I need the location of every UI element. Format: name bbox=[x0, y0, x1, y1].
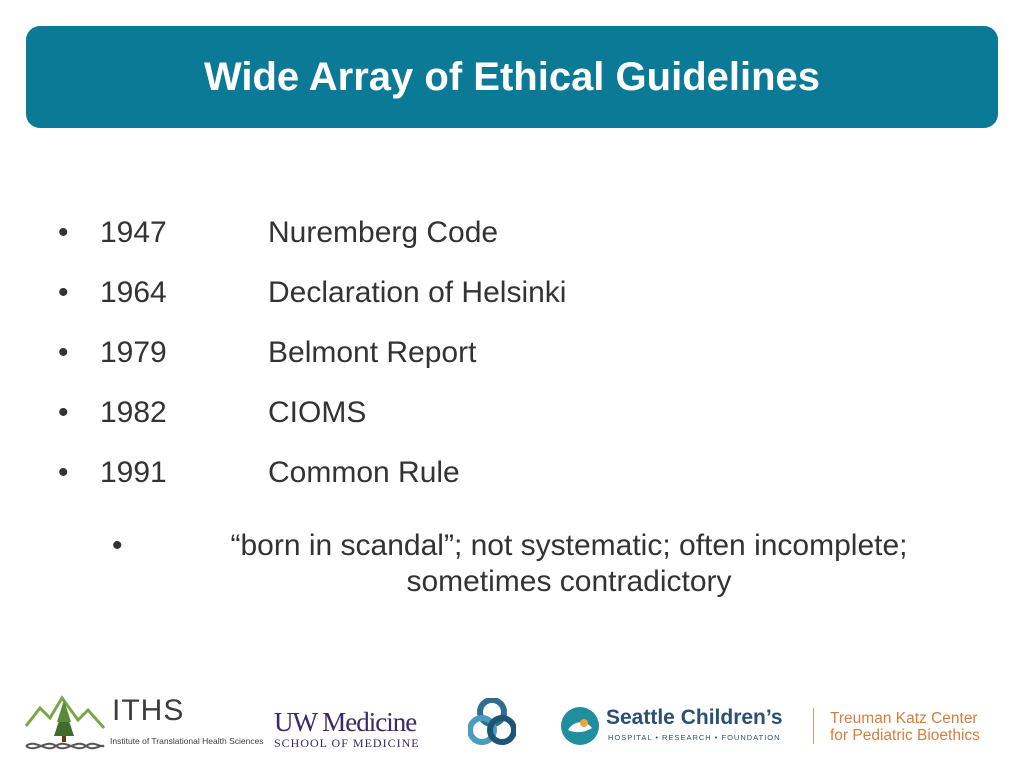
whale-icon bbox=[560, 706, 600, 746]
item-label: Declaration of Helsinki bbox=[268, 276, 567, 309]
treuman-katz-logo bbox=[830, 710, 1020, 750]
note-line: sometimes contradictory bbox=[406, 565, 732, 598]
slide-title: Wide Array of Ethical Guidelines bbox=[203, 54, 821, 99]
knot-icon bbox=[468, 698, 516, 746]
iths-logo bbox=[24, 692, 264, 754]
item-year: 1991 bbox=[100, 456, 167, 489]
item-year: 1979 bbox=[100, 336, 167, 369]
bullet: • bbox=[112, 529, 123, 562]
bullet: • bbox=[58, 396, 69, 429]
uw-subtitle: SCHOOL OF MEDICINE bbox=[274, 736, 420, 750]
item-year: 1982 bbox=[100, 396, 167, 429]
seattle-childrens-logo bbox=[560, 706, 806, 750]
bullet: • bbox=[58, 276, 69, 309]
item-label: Belmont Report bbox=[268, 336, 477, 369]
title-bar bbox=[26, 26, 998, 128]
bullet: • bbox=[58, 336, 69, 369]
bullet: • bbox=[58, 456, 69, 489]
treuman-katz-line1: Treuman Katz Center bbox=[830, 710, 978, 727]
treuman-katz-line2: for Pediatric Bioethics bbox=[830, 727, 980, 744]
list-item bbox=[58, 336, 566, 396]
item-year: 1964 bbox=[100, 276, 167, 309]
note-text bbox=[158, 528, 980, 600]
seattle-childrens-name: Seattle Children’s bbox=[606, 706, 783, 729]
bullet: • bbox=[58, 216, 69, 249]
logo-divider bbox=[813, 708, 814, 744]
summary-note bbox=[100, 528, 980, 600]
item-label: Common Rule bbox=[268, 456, 460, 489]
iths-subtitle: Institute of Translational Health Sciences bbox=[110, 736, 264, 746]
item-label: CIOMS bbox=[268, 396, 367, 429]
footer-logos bbox=[0, 680, 1024, 760]
list-item bbox=[58, 276, 566, 336]
item-year: 1947 bbox=[100, 216, 167, 249]
uw-name: UW Medicine bbox=[274, 707, 417, 737]
list-item bbox=[58, 216, 566, 276]
uw-medicine-logo bbox=[274, 708, 430, 752]
iths-name: ITHS bbox=[112, 694, 185, 727]
note-line: “born in scandal”; not systematic; often incomplete; bbox=[230, 529, 908, 562]
guideline-list bbox=[58, 216, 566, 516]
item-label: Nuremberg Code bbox=[268, 216, 499, 249]
list-item bbox=[58, 396, 566, 456]
list-item bbox=[58, 456, 566, 516]
mountain-tree-dna-icon bbox=[24, 692, 106, 754]
seattle-childrens-subtitle: HOSPITAL • RESEARCH • FOUNDATION bbox=[608, 733, 781, 742]
